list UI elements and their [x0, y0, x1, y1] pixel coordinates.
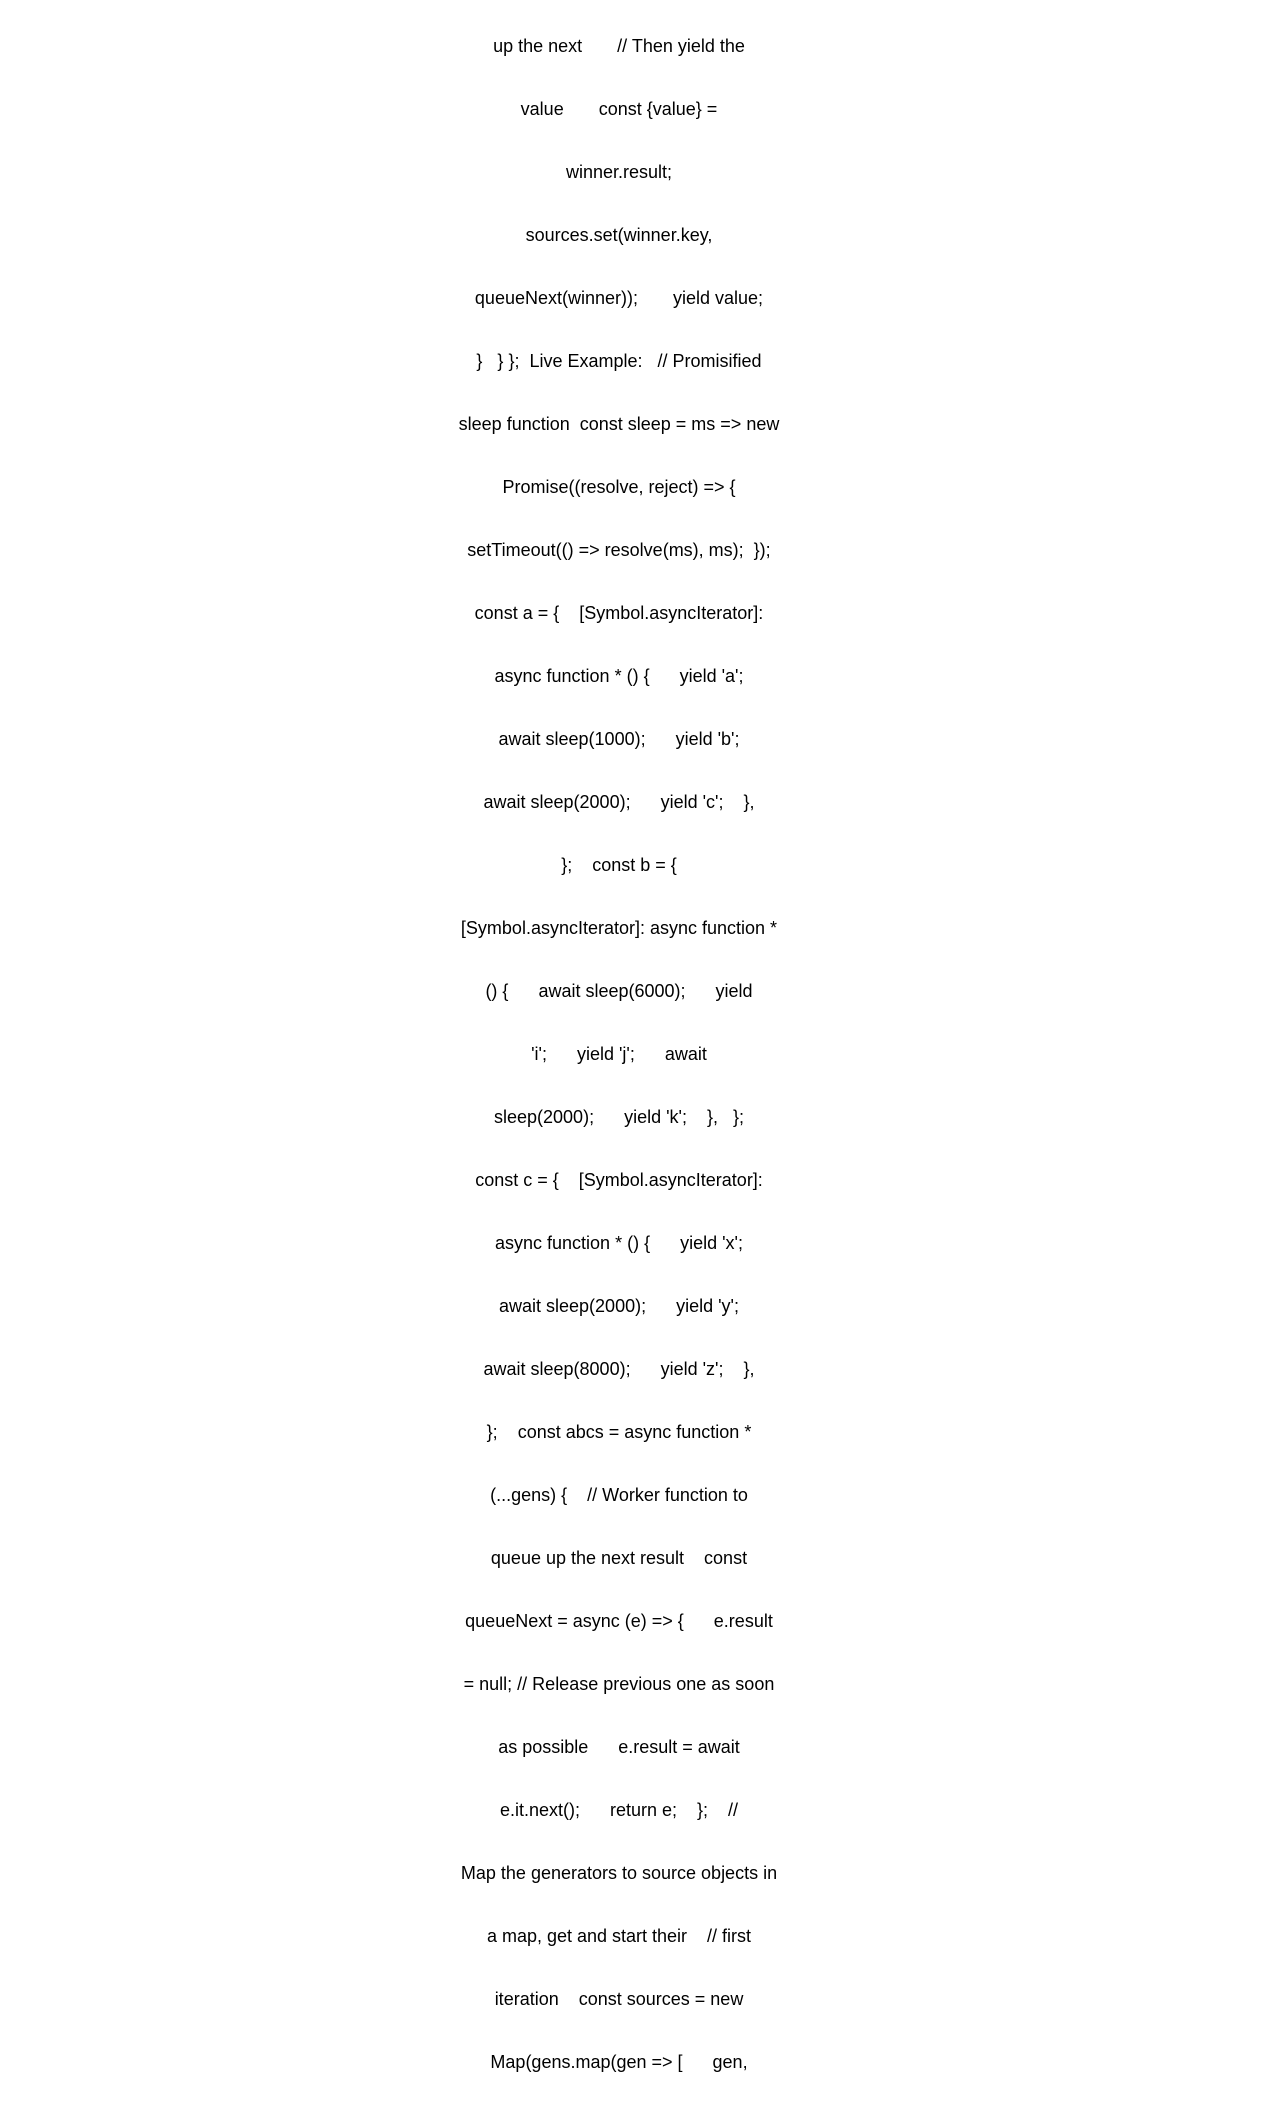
text-line: e.it.next(); return e; }; // — [499, 1800, 739, 1820]
text-line: await sleep(2000); yield 'c'; }, — [483, 792, 755, 812]
text-line: await sleep(1000); yield 'b'; — [498, 729, 740, 749]
text-line: Map the generators to source objects in — [460, 1863, 778, 1883]
code-text-column — [456, 0, 782, 2115]
text-line: } } }; Live Example: // Promisified — [476, 351, 762, 371]
text-line: iteration const sources = new — [494, 1989, 744, 2009]
text-line: up the next // Then yield the — [493, 36, 745, 56]
text-line: }; const b = { — [561, 855, 677, 875]
text-line: async function * () { yield 'a'; — [494, 666, 744, 686]
text-line: 'i'; yield 'j'; await — [531, 1044, 707, 1064]
text-line: await sleep(2000); yield 'y'; — [499, 1296, 739, 1316]
text-line: a map, get and start their // first — [486, 1926, 752, 1946]
text-line: await sleep(8000); yield 'z'; }, — [483, 1359, 755, 1379]
text-line: async function * () { yield 'x'; — [495, 1233, 743, 1253]
text-line: [Symbol.asyncIterator]: async function * — [460, 918, 778, 938]
text-line: queue up the next result const — [490, 1548, 748, 1568]
text-line: const a = { [Symbol.asyncIterator]: — [474, 603, 764, 623]
text-line: (...gens) { // Worker function to — [490, 1485, 748, 1505]
text-line: setTimeout(() => resolve(ms), ms); }); — [467, 540, 771, 560]
text-line: queueNext(winner)); yield value; — [474, 288, 764, 308]
text-line: sources.set(winner.key, — [525, 225, 713, 245]
text-line: () { await sleep(6000); yield — [485, 981, 753, 1001]
text-line: sleep function const sleep = ms => new — [458, 414, 780, 434]
text-line: const c = { [Symbol.asyncIterator]: — [475, 1170, 763, 1190]
text-line: }; const abcs = async function * — [486, 1422, 752, 1442]
text-line: = null; // Release previous one as soon — [463, 1674, 775, 1694]
text-line: as possible e.result = await — [498, 1737, 740, 1757]
text-line: value const {value} = — [520, 99, 718, 119]
text-line: Promise((resolve, reject) => { — [502, 477, 736, 497]
text-line: sleep(2000); yield 'k'; }, }; — [494, 1107, 744, 1127]
text-line: queueNext = async (e) => { e.result — [465, 1611, 773, 1631]
text-line: Map(gens.map(gen => [ gen, — [490, 2052, 748, 2072]
text-line: winner.result; — [565, 162, 673, 182]
